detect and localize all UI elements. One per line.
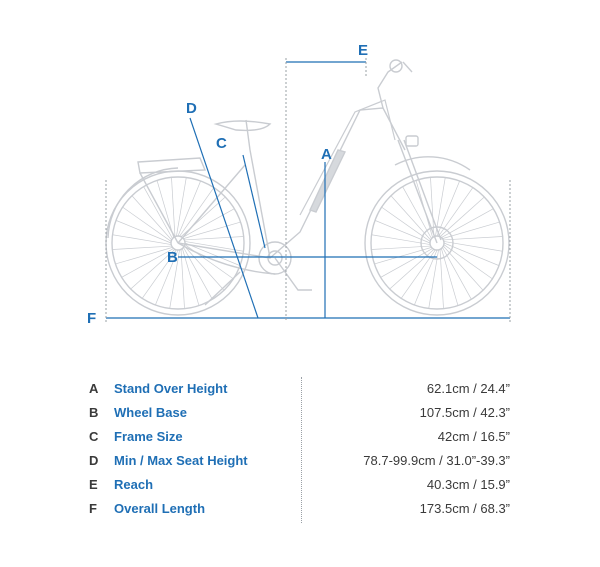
spoke	[182, 209, 234, 238]
spec-row-d	[0, 450, 600, 474]
seat-tube	[250, 150, 270, 258]
dimension-lines	[106, 62, 510, 318]
spoke	[442, 247, 471, 299]
spoke	[441, 248, 458, 305]
spec-code: C	[89, 429, 99, 444]
spec-row-a	[0, 378, 600, 402]
saddle	[216, 121, 270, 130]
spec-row-f	[0, 498, 600, 522]
spoke	[183, 222, 240, 239]
spoke	[381, 248, 433, 277]
dim-label-f: F	[87, 310, 97, 327]
spoke	[122, 248, 174, 277]
spoke	[144, 187, 173, 239]
spoke	[184, 236, 243, 239]
spec-row-b	[0, 402, 600, 426]
front-fork-2	[404, 140, 441, 240]
spec-code: F	[89, 501, 97, 516]
spec-label: Min / Max Seat Height	[114, 453, 248, 468]
headlight	[406, 136, 418, 146]
spec-code: D	[89, 453, 99, 468]
chain	[178, 243, 275, 274]
spoke	[171, 177, 174, 236]
extension-lines	[106, 58, 510, 322]
spec-value: 62.1cm / 24.4”	[426, 381, 510, 396]
spec-label: Stand Over Height	[114, 381, 228, 396]
spec-code: B	[89, 405, 99, 420]
spec-code: A	[89, 381, 99, 396]
spec-value: 78.7-99.9cm / 31.0”-39.3”	[363, 453, 510, 468]
spec-value: 173.5cm / 68.3”	[419, 501, 510, 516]
dim-label-c: C	[216, 135, 227, 152]
spec-row-c	[0, 426, 600, 450]
spoke	[115, 247, 172, 264]
handlebar-grip	[403, 62, 412, 72]
spoke	[441, 209, 493, 238]
spoke	[442, 222, 499, 239]
spec-row-e	[0, 474, 600, 498]
bike-line-art	[106, 60, 509, 315]
dim-label-e: E	[358, 42, 369, 59]
spoke	[403, 187, 432, 239]
spec-label: Wheel Base	[114, 405, 187, 420]
spec-value: 42cm / 16.5”	[437, 429, 510, 444]
spoke	[181, 249, 184, 308]
spec-value: 107.5cm / 42.3”	[419, 405, 510, 420]
spoke	[112, 246, 171, 249]
dim-label-d: D	[186, 100, 197, 117]
spoke	[374, 247, 431, 264]
spoke	[183, 247, 212, 299]
dim-label-b: B	[167, 249, 178, 266]
dim-label-a: A	[321, 146, 332, 163]
seat-stay	[178, 165, 245, 243]
spec-label: Overall Length	[114, 501, 206, 516]
spec-code: E	[89, 477, 98, 492]
spec-label: Reach	[114, 477, 154, 492]
seat-post	[246, 120, 250, 150]
spec-label: Frame Size	[114, 429, 183, 444]
spec-value: 40.3cm / 15.9”	[426, 477, 510, 492]
